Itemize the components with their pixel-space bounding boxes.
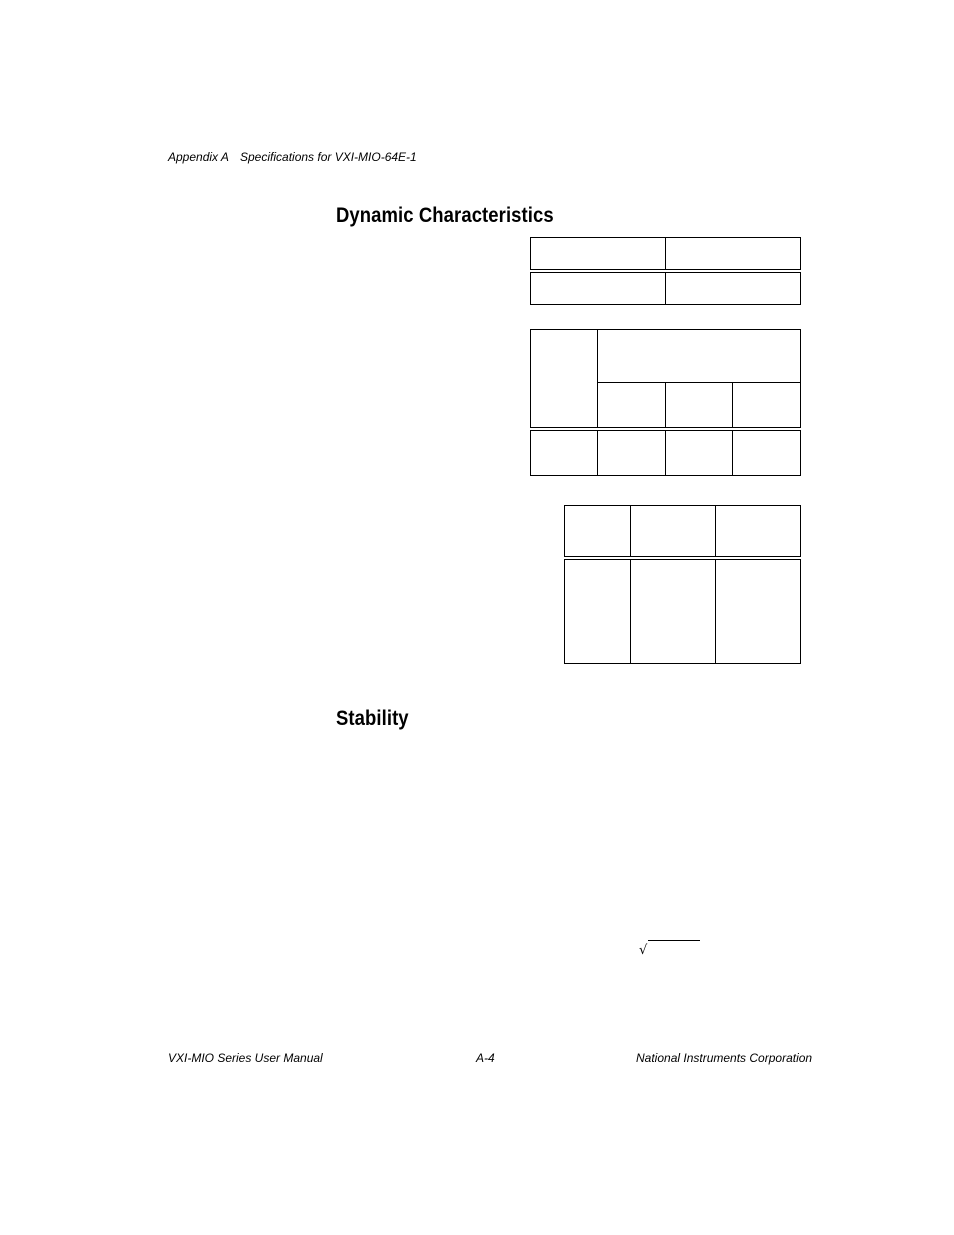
table-header-cell bbox=[716, 506, 801, 558]
table-cell bbox=[666, 271, 801, 305]
dynamic-characteristics-heading: Dynamic Characteristics bbox=[336, 204, 554, 227]
table-header-cell bbox=[531, 238, 666, 271]
table-cell bbox=[598, 429, 666, 476]
dynamic-table-3 bbox=[564, 505, 801, 664]
table-cell bbox=[666, 429, 733, 476]
table-group-header-cell bbox=[598, 330, 801, 383]
footer-company: National Instruments Corporation bbox=[636, 1051, 813, 1065]
table-row bbox=[531, 271, 801, 305]
table-cell bbox=[565, 558, 631, 664]
stability-heading: Stability bbox=[336, 707, 409, 730]
table-header-cell bbox=[565, 506, 631, 558]
table-header-row bbox=[531, 330, 801, 383]
table-row bbox=[565, 558, 801, 664]
table-header-cell bbox=[531, 330, 598, 429]
table-row bbox=[531, 429, 801, 476]
footer-manual-title: VXI-MIO Series User Manual bbox=[168, 1051, 323, 1065]
table-cell bbox=[733, 429, 801, 476]
table-header-row bbox=[531, 238, 801, 271]
running-head-title: Specifications for VXI-MIO-64E-1 bbox=[240, 150, 417, 164]
table-header-cell bbox=[666, 383, 733, 429]
table-cell bbox=[631, 558, 716, 664]
footer-page-number: A-4 bbox=[476, 1051, 495, 1065]
table-cell bbox=[531, 271, 666, 305]
dynamic-table-2 bbox=[530, 329, 801, 476]
table-header-cell bbox=[598, 383, 666, 429]
square-root-overline bbox=[648, 940, 700, 941]
table-header-row bbox=[565, 506, 801, 558]
table-cell bbox=[531, 429, 598, 476]
dynamic-table-1 bbox=[530, 237, 801, 305]
table-header-cell bbox=[666, 238, 801, 271]
table-header-cell bbox=[733, 383, 801, 429]
running-head-appendix: Appendix A bbox=[168, 150, 229, 164]
table-cell bbox=[716, 558, 801, 664]
square-root-symbol: √ bbox=[639, 943, 648, 958]
table-header-cell bbox=[631, 506, 716, 558]
